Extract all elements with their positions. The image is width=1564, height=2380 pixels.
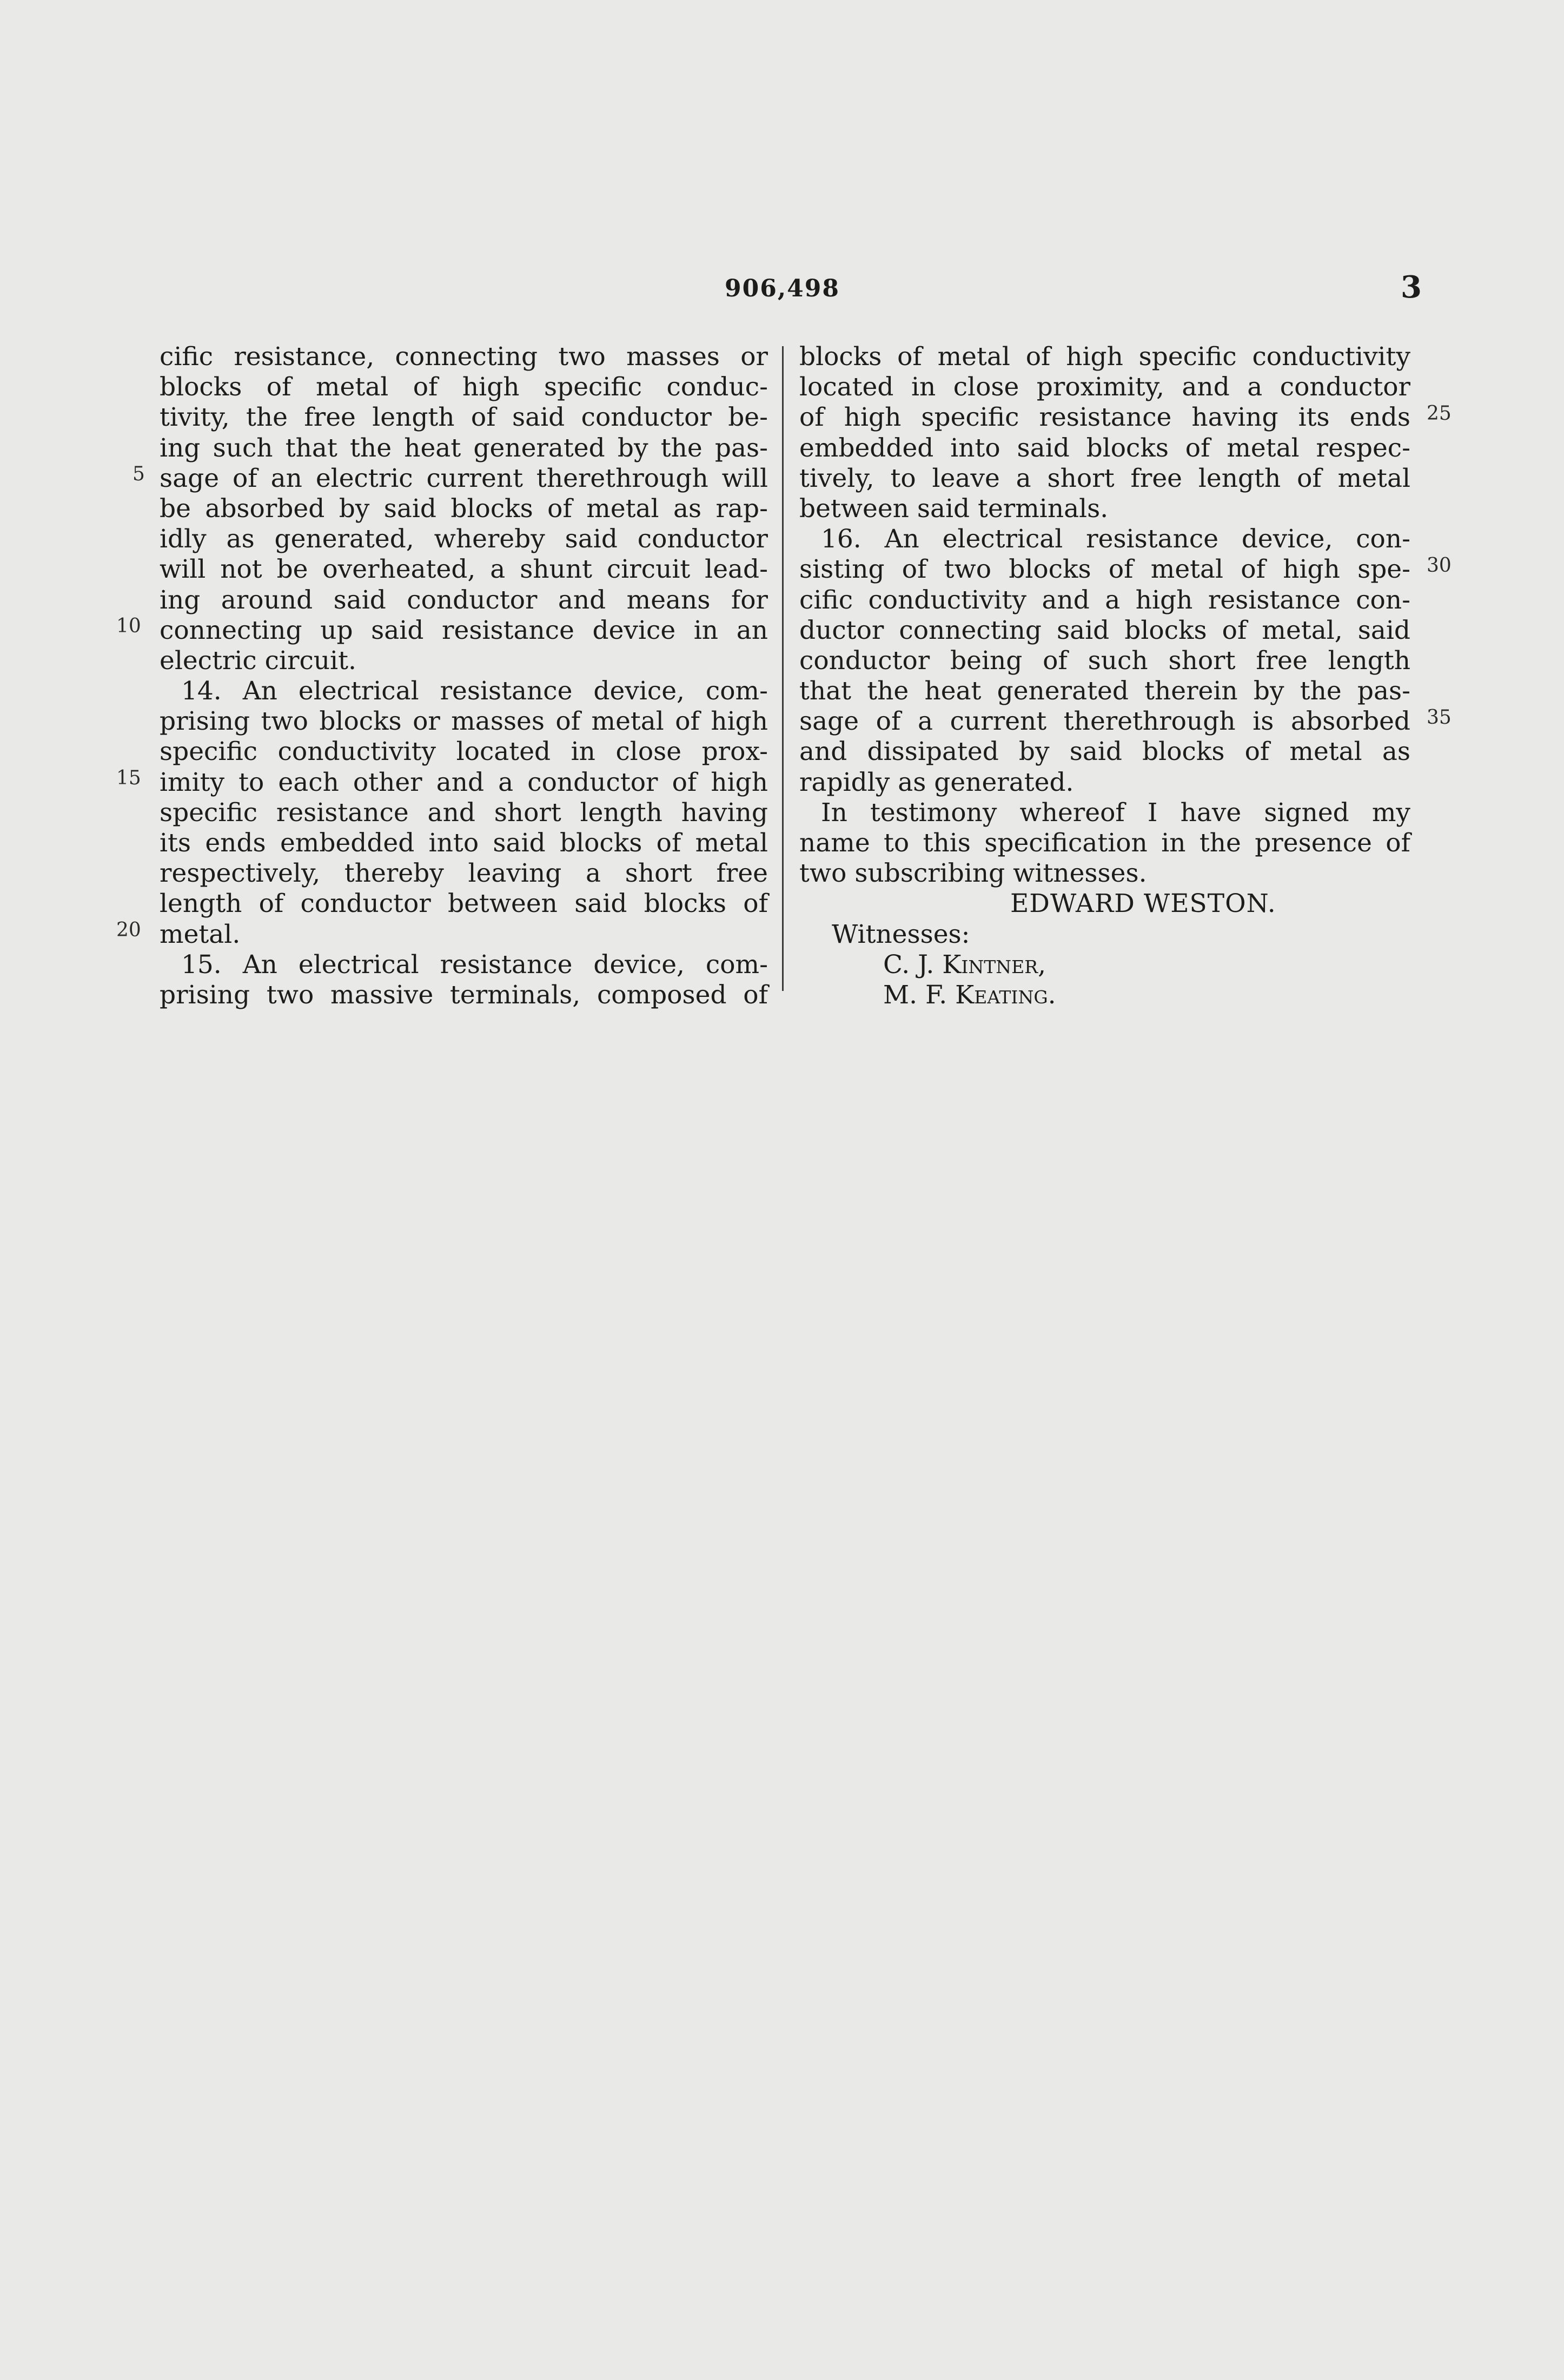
text-line: name to this specification in the presence of	[799, 828, 1410, 858]
right-column	[799, 342, 1410, 1010]
witnesses-label: Witnesses:	[832, 919, 970, 949]
text-line: between said terminals.	[799, 493, 1109, 524]
text-line: sisting of two blocks of metal of high spe-	[799, 554, 1410, 585]
witness-name: C. J. Kintner,	[883, 949, 1046, 980]
text-line: 16. An electrical resistance device, con-	[821, 524, 1410, 554]
line-number: 35	[1427, 706, 1452, 729]
text-line: specific resistance and short length having	[160, 797, 768, 828]
text-line: 15. An electrical resistance device, com-	[181, 949, 768, 980]
text-line: conductor being of such short free length	[799, 645, 1410, 676]
text-line: ductor connecting said blocks of metal, said	[799, 615, 1410, 645]
text-line: blocks of metal of high specific conduc-	[160, 372, 768, 402]
text-line: embedded into said blocks of metal respec-	[799, 433, 1410, 463]
text-line: sage of a current therethrough is absorbed	[799, 706, 1410, 737]
page-number: 3	[1401, 269, 1422, 305]
text-line: two subscribing witnesses.	[799, 858, 1147, 889]
column-divider	[782, 346, 784, 991]
line-number: 5	[132, 463, 145, 485]
text-line: that the heat generated therein by the pas-	[799, 676, 1410, 706]
text-line: will not be overheated, a shunt circuit lead-	[160, 554, 768, 585]
text-line: tively, to leave a short free length of metal	[799, 463, 1410, 493]
text-line: connecting up said resistance device in an	[160, 615, 768, 645]
left-column	[160, 342, 768, 1010]
text-line: located in close proximity, and a conductor	[799, 372, 1410, 402]
line-number: 10	[116, 615, 141, 637]
line-number: 15	[116, 767, 141, 789]
text-line: metal.	[160, 919, 241, 949]
text-line: idly as generated, whereby said conductor	[160, 524, 768, 554]
line-number: 20	[116, 919, 141, 941]
text-line: blocks of metal of high specific conductivity	[799, 342, 1410, 372]
text-line: In testimony whereof I have signed my	[821, 797, 1410, 828]
text-line: be absorbed by said blocks of metal as rap-	[160, 493, 768, 524]
text-line: rapidly as generated.	[799, 767, 1074, 797]
text-line: length of conductor between said blocks of	[160, 889, 768, 919]
text-line: sage of an electric current therethrough will	[160, 463, 768, 493]
text-line: of high specific resistance having its ends	[799, 402, 1410, 433]
line-number: 25	[1427, 402, 1452, 425]
text-line: respectively, thereby leaving a short free	[160, 858, 768, 889]
text-line: cific resistance, connecting two masses or	[160, 342, 768, 372]
text-line: ing around said conductor and means for	[160, 585, 768, 615]
text-line: tivity, the free length of said conductor be-	[160, 402, 768, 433]
text-line: specific conductivity located in close prox-	[160, 737, 768, 767]
signature: EDWARD WESTON.	[1010, 889, 1276, 919]
text-line: and dissipated by said blocks of metal as	[799, 737, 1410, 767]
patent-number: 906,498	[725, 275, 840, 302]
witness-name: M. F. Keating.	[883, 980, 1056, 1010]
text-line: imity to each other and a conductor of high	[160, 767, 768, 797]
line-number: 30	[1427, 554, 1452, 577]
text-line: prising two massive terminals, composed of	[160, 980, 768, 1010]
text-line: ing such that the heat generated by the pas-	[160, 433, 768, 463]
text-line: electric circuit.	[160, 645, 356, 676]
text-line: cific conductivity and a high resistance con-	[799, 585, 1410, 615]
text-line: prising two blocks or masses of metal of high	[160, 706, 768, 737]
text-line: 14. An electrical resistance device, com-	[181, 676, 768, 706]
text-line: its ends embedded into said blocks of metal	[160, 828, 768, 858]
